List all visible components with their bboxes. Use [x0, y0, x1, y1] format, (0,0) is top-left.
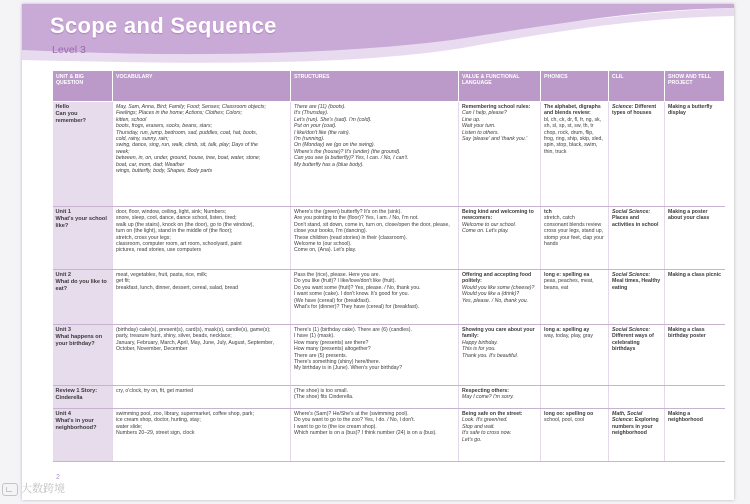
phonics-heading: long a: spelling ay	[544, 327, 590, 333]
page-number: 2	[56, 474, 60, 481]
document-page	[22, 4, 734, 500]
phonics-heading: The alphabet, digraphs and blends review:	[544, 104, 601, 117]
phonics-heading: long e: spelling ea	[544, 272, 590, 278]
table-row	[53, 325, 725, 386]
table-row	[53, 386, 725, 409]
big-question: What happens on your birthday?	[55, 333, 103, 347]
phonics-line: bl, ch, ck, dr, fl, fr, ng, sk, sh, sl, sp, st, sw, th, tr	[544, 116, 602, 130]
unit-name: Unit 1	[55, 209, 72, 215]
value-heading: Offering and accepting food politely:	[462, 272, 532, 285]
table-row	[53, 409, 725, 462]
structure-line: I want some (cake). I don't know. It's good for you.	[294, 291, 410, 298]
phonics-line: stretch, catch	[544, 215, 575, 222]
scope-sequence-table	[52, 70, 725, 462]
structure-line: On (Monday) we (go on the swing).	[294, 142, 376, 149]
watermark	[2, 480, 65, 496]
structure-line: I'm (running).	[294, 136, 325, 143]
structure-line: Can you see (a butterfly)? Yes, I can. / No, I can't.	[294, 155, 409, 162]
value-line: Let's go.	[462, 436, 482, 443]
project-cell: Making a class birthday poster	[665, 325, 725, 386]
vocabulary-line: Thursday, run, jump, bedroom, sad, puddles, coat, hat, boots,	[116, 129, 258, 136]
unit-name: Hello	[55, 104, 70, 110]
structure-line: How many (presents) altogether?	[294, 346, 371, 353]
structures-cell	[291, 102, 459, 207]
value-line: It's safe to cross now.	[462, 430, 512, 437]
structures-cell	[291, 325, 459, 386]
col-header-project: SHOW AND TELL PROJECT	[665, 71, 725, 102]
value-line: Stop and wait.	[462, 423, 495, 430]
vocabulary-line: kitten, school	[116, 116, 147, 123]
structure-line: Where's the (green) butterfly? It's on the (sink).	[294, 209, 402, 215]
clil-topic: Exploring numbers in your neighborhood	[612, 417, 659, 437]
clil-topic: Different ways of celebrating birthdays	[612, 333, 654, 353]
structure-line: I have (1) (mask).	[294, 333, 335, 340]
structure-line: Are you pointing to the (floor)? Yes, I am. / No, I'm not.	[294, 215, 419, 222]
vocabulary-cell	[113, 386, 291, 409]
vocabulary-line: door, floor, window, ceiling, light, sink; Numbers;	[116, 209, 227, 215]
vocabulary-line: stretch, cross your legs;	[116, 234, 171, 241]
value-line: Thank you. It's beautiful.	[462, 352, 519, 359]
clil-cell	[609, 102, 665, 207]
vocabulary-line: water slide;	[116, 423, 143, 430]
structure-line: Do you want some (fruit)? Yes, please. / No, thank you.	[294, 284, 421, 291]
project-cell: Making a butterfly display	[665, 102, 725, 207]
phonics-line: school, pool, cool	[544, 417, 585, 424]
unit-cell	[53, 270, 113, 325]
value-cell	[459, 386, 541, 409]
structure-line: Pass the (rice), please. Here you are.	[294, 272, 380, 278]
project-cell: Making a class picnic	[665, 270, 725, 325]
unit-name: Unit 3	[55, 327, 72, 333]
value-line: Would you like some (cheese)?	[462, 284, 535, 291]
clil-subject: Social Science:	[612, 327, 651, 333]
phonics-line: chop, rock, drum, flip, frog, ring, ship, skip, sled, spin, stop, black, swim, thin, truck	[544, 129, 603, 155]
value-line: Come on. Let's play.	[462, 228, 509, 235]
vocabulary-line: January, February, March, April, May, June, July, August, September, October, November, December	[116, 339, 274, 353]
clil-cell	[609, 386, 665, 409]
big-question: What's in your neighborhood?	[55, 417, 97, 431]
clil-cell	[609, 325, 665, 386]
unit-cell	[53, 102, 113, 207]
unit-name: Unit 2	[55, 272, 72, 278]
col-header-value: VALUE & FUNCTIONAL LANGUAGE	[459, 71, 541, 102]
unit-cell	[53, 207, 113, 270]
value-line: May I come? I'm sorry.	[462, 394, 514, 401]
vocabulary-line: week;	[116, 148, 130, 155]
structure-line: I want to go to (the ice cream shop).	[294, 423, 377, 430]
project-cell: Making a poster about your class	[665, 207, 725, 270]
structures-cell	[291, 207, 459, 270]
col-header-clil: CLIL	[609, 71, 665, 102]
watermark-logo-icon	[2, 483, 18, 496]
structure-line: Put on your (coat).	[294, 123, 337, 130]
clil-topic: Different types of houses	[612, 104, 657, 117]
structure-line: There's (1) (birthday cake). There are (6) (candles).	[294, 327, 412, 333]
phonics-line: cross your legs, stand up, stomp your feet, clap your hands	[544, 228, 604, 248]
vocabulary-line: May, Sam, Anna, Bird; Family; Food; Senses; Classroom objects; Feelings; Places in the home; Actions; Clothes; Colors;	[116, 104, 266, 117]
value-heading: Remembering school rules:	[462, 104, 531, 110]
clil-subject: Social Science:	[612, 209, 651, 215]
structure-line: There are (5) presents.	[294, 352, 348, 359]
phonics-heading: tch	[544, 209, 552, 215]
phonics-heading: long oo: spelling oo	[544, 411, 594, 417]
vocabulary-line: (birthday) cake(s), present(s), card(s), mask(s), candle(s), game(s);	[116, 327, 271, 333]
clil-cell	[609, 409, 665, 462]
vocabulary-line: meat, vegetables, fruit, pasta, rice, milk;	[116, 272, 208, 278]
value-cell	[459, 102, 541, 207]
title-banner	[22, 4, 734, 66]
big-question: What do you like to eat?	[55, 278, 107, 292]
vocabulary-line: swing, dance, sing, run, walk, climb, sit, talk, play; Days of the	[116, 142, 258, 149]
big-question: Cinderella	[55, 394, 83, 401]
watermark-text: 大数跨境	[21, 482, 65, 495]
value-heading: Respecting others:	[462, 388, 509, 394]
value-heading: Being kind and welcoming to newcomers:	[462, 209, 534, 222]
vocabulary-line: walk up (the stairs), knock on (the door), go to (the window),	[116, 221, 254, 228]
structure-line: (The shoe) fits Cinderella.	[294, 394, 354, 401]
col-header-vocabulary: VOCABULARY	[113, 71, 291, 102]
table-row	[53, 102, 725, 207]
unit-name: Unit 4	[55, 411, 72, 417]
structure-line: My birthday is in (June). When's your birthday?	[294, 365, 402, 372]
vocabulary-line: pictures, read stories, use computers	[116, 247, 202, 254]
vocabulary-cell	[113, 409, 291, 462]
structure-line: It's (Thursday).	[294, 110, 329, 117]
structure-line: Which number is on a (bus)? I think number (24) is on a (bus).	[294, 430, 437, 437]
value-heading: Showing you care about your family:	[462, 327, 535, 340]
unit-cell	[53, 325, 113, 386]
col-header-phonics: PHONICS	[541, 71, 609, 102]
value-heading: Being safe on the street:	[462, 411, 523, 417]
value-line: This is for you.	[462, 346, 496, 353]
value-line: Line up.	[462, 116, 481, 123]
structure-line: (We have (cereal) for (breakfast).	[294, 297, 371, 304]
vocabulary-line: snore, sleep, cool, dance, dance school, listen, tired;	[116, 215, 237, 222]
value-line: Yes, please. / No, thank you.	[462, 297, 529, 304]
vocabulary-line: party, treasure hunt, shiny, silver, beads, necklace;	[116, 333, 232, 340]
unit-cell	[53, 409, 113, 462]
vocabulary-line: get fit;	[116, 278, 131, 285]
phonics-cell	[541, 207, 609, 270]
table-row	[53, 207, 725, 270]
phonics-line: consonant blends review	[544, 221, 602, 228]
value-line: Happy birthday.	[462, 339, 498, 346]
structure-line: Let's (run). She's (sad). I'm (cold).	[294, 116, 372, 123]
vocabulary-line: wings, butterfly, body, Shapes, Body parts	[116, 168, 213, 175]
value-cell	[459, 325, 541, 386]
structure-line: What's for (dinner)? They have (cereal) for (breakfast).	[294, 304, 420, 311]
structure-line: I like/don't like (the rain).	[294, 129, 351, 136]
vocabulary-cell	[113, 207, 291, 270]
structure-line: There's something (shiny) here/there.	[294, 359, 381, 366]
vocabulary-cell	[113, 102, 291, 207]
vocabulary-line: Numbers 20–29, street sign, clock	[116, 430, 195, 437]
structure-line: Welcome to (our school).	[294, 241, 352, 248]
col-header-unit: UNIT & BIG QUESTION	[53, 71, 113, 102]
vocabulary-line: ice cream shop, doctor, hurting, stay;	[116, 417, 201, 424]
clil-subject: Math, Social Science:	[612, 411, 643, 424]
structure-line: (The shoe) is too small.	[294, 388, 348, 394]
clil-subject: Social Science:	[612, 272, 651, 278]
unit-cell	[53, 386, 113, 409]
value-line: Would you like a (drink)?	[462, 291, 520, 298]
phonics-cell	[541, 102, 609, 207]
vocabulary-line: boots, frogs, erasers, socks, beans, stars;	[116, 123, 213, 130]
structures-cell	[291, 270, 459, 325]
table-header-row	[53, 71, 725, 102]
clil-cell	[609, 270, 665, 325]
phonics-cell	[541, 386, 609, 409]
vocabulary-line: turn on (the light), stand in the middle of (the floor);	[116, 228, 233, 235]
vocabulary-line: cry, o'clock, try on, fit, get married	[116, 388, 193, 394]
big-question: Can you remember?	[55, 110, 86, 124]
structures-cell	[291, 386, 459, 409]
structure-line: Come on, (Ana). Let's play.	[294, 247, 357, 254]
project-cell	[665, 386, 725, 409]
phonics-line: peas, peaches, meat, beans, eat	[544, 278, 594, 291]
phonics-line: way, today, play, gray	[544, 333, 594, 340]
vocabulary-line: cold, rainy, sunny, rain;	[116, 136, 169, 143]
structure-line: Do you want to go to the zoo? Yes, I do. / No, I don't.	[294, 417, 415, 424]
table-row	[53, 270, 725, 325]
big-question: What's your school like?	[55, 215, 107, 229]
value-line: Listen to others.	[462, 129, 499, 136]
value-line: Look. It's green/red.	[462, 417, 508, 424]
structure-line: Do you like (fruit)? I like/love/don't like (fruit).	[294, 278, 396, 285]
structure-line: There are (11) (boots).	[294, 104, 346, 110]
structure-line: My butterfly has a (blue body).	[294, 161, 364, 168]
structure-line: Where's the (house)? It's (under) (the ground).	[294, 148, 401, 155]
structure-line: Don't stand, sit down, come in, turn on, close/open the door, please, close your books, I'm (dancing).	[294, 221, 450, 235]
value-line: Welcome to our school.	[462, 221, 517, 228]
clil-topic: Places and activities in school	[612, 215, 659, 228]
structure-line: Where's (Sam)? He/She's at the (swimming pool).	[294, 411, 409, 417]
clil-cell	[609, 207, 665, 270]
phonics-cell	[541, 409, 609, 462]
clil-subject: Science:	[612, 104, 634, 110]
value-line: Say 'please' and 'thank you.'	[462, 136, 528, 143]
vocabulary-line: swimming pool, zoo, library, supermarket, coffee shop, park;	[116, 411, 254, 417]
value-cell	[459, 207, 541, 270]
col-header-structures: STRUCTURES	[291, 71, 459, 102]
structure-line: These children (read stories) in their (classroom).	[294, 234, 408, 241]
vocabulary-cell	[113, 325, 291, 386]
value-cell	[459, 409, 541, 462]
unit-name: Review 1 Story:	[55, 388, 98, 394]
clil-topic: Meal times, Healthy eating	[612, 278, 661, 291]
page-title: Scope and Sequence	[50, 13, 277, 38]
vocabulary-line: breakfast, lunch, dinner, dessert, cereal, salad, bread	[116, 284, 238, 291]
level-subtitle: Level 3	[52, 44, 86, 56]
structures-cell	[291, 409, 459, 462]
value-cell	[459, 270, 541, 325]
structure-line: How many (presents) are there?	[294, 339, 369, 346]
project-cell: Making a neighborhood	[665, 409, 725, 462]
vocabulary-line: boat, car, mom, dad; Weather	[116, 161, 185, 168]
value-line: Can I help, please?	[462, 110, 507, 117]
value-line: Wait your turn.	[462, 123, 496, 130]
vocabulary-line: classroom, computer room, art room, schoolyard, paint	[116, 241, 242, 248]
phonics-cell	[541, 270, 609, 325]
phonics-cell	[541, 325, 609, 386]
vocabulary-line: between, in, on, under, ground, house, tree, boat, water, stone;	[116, 155, 261, 162]
vocabulary-cell	[113, 270, 291, 325]
